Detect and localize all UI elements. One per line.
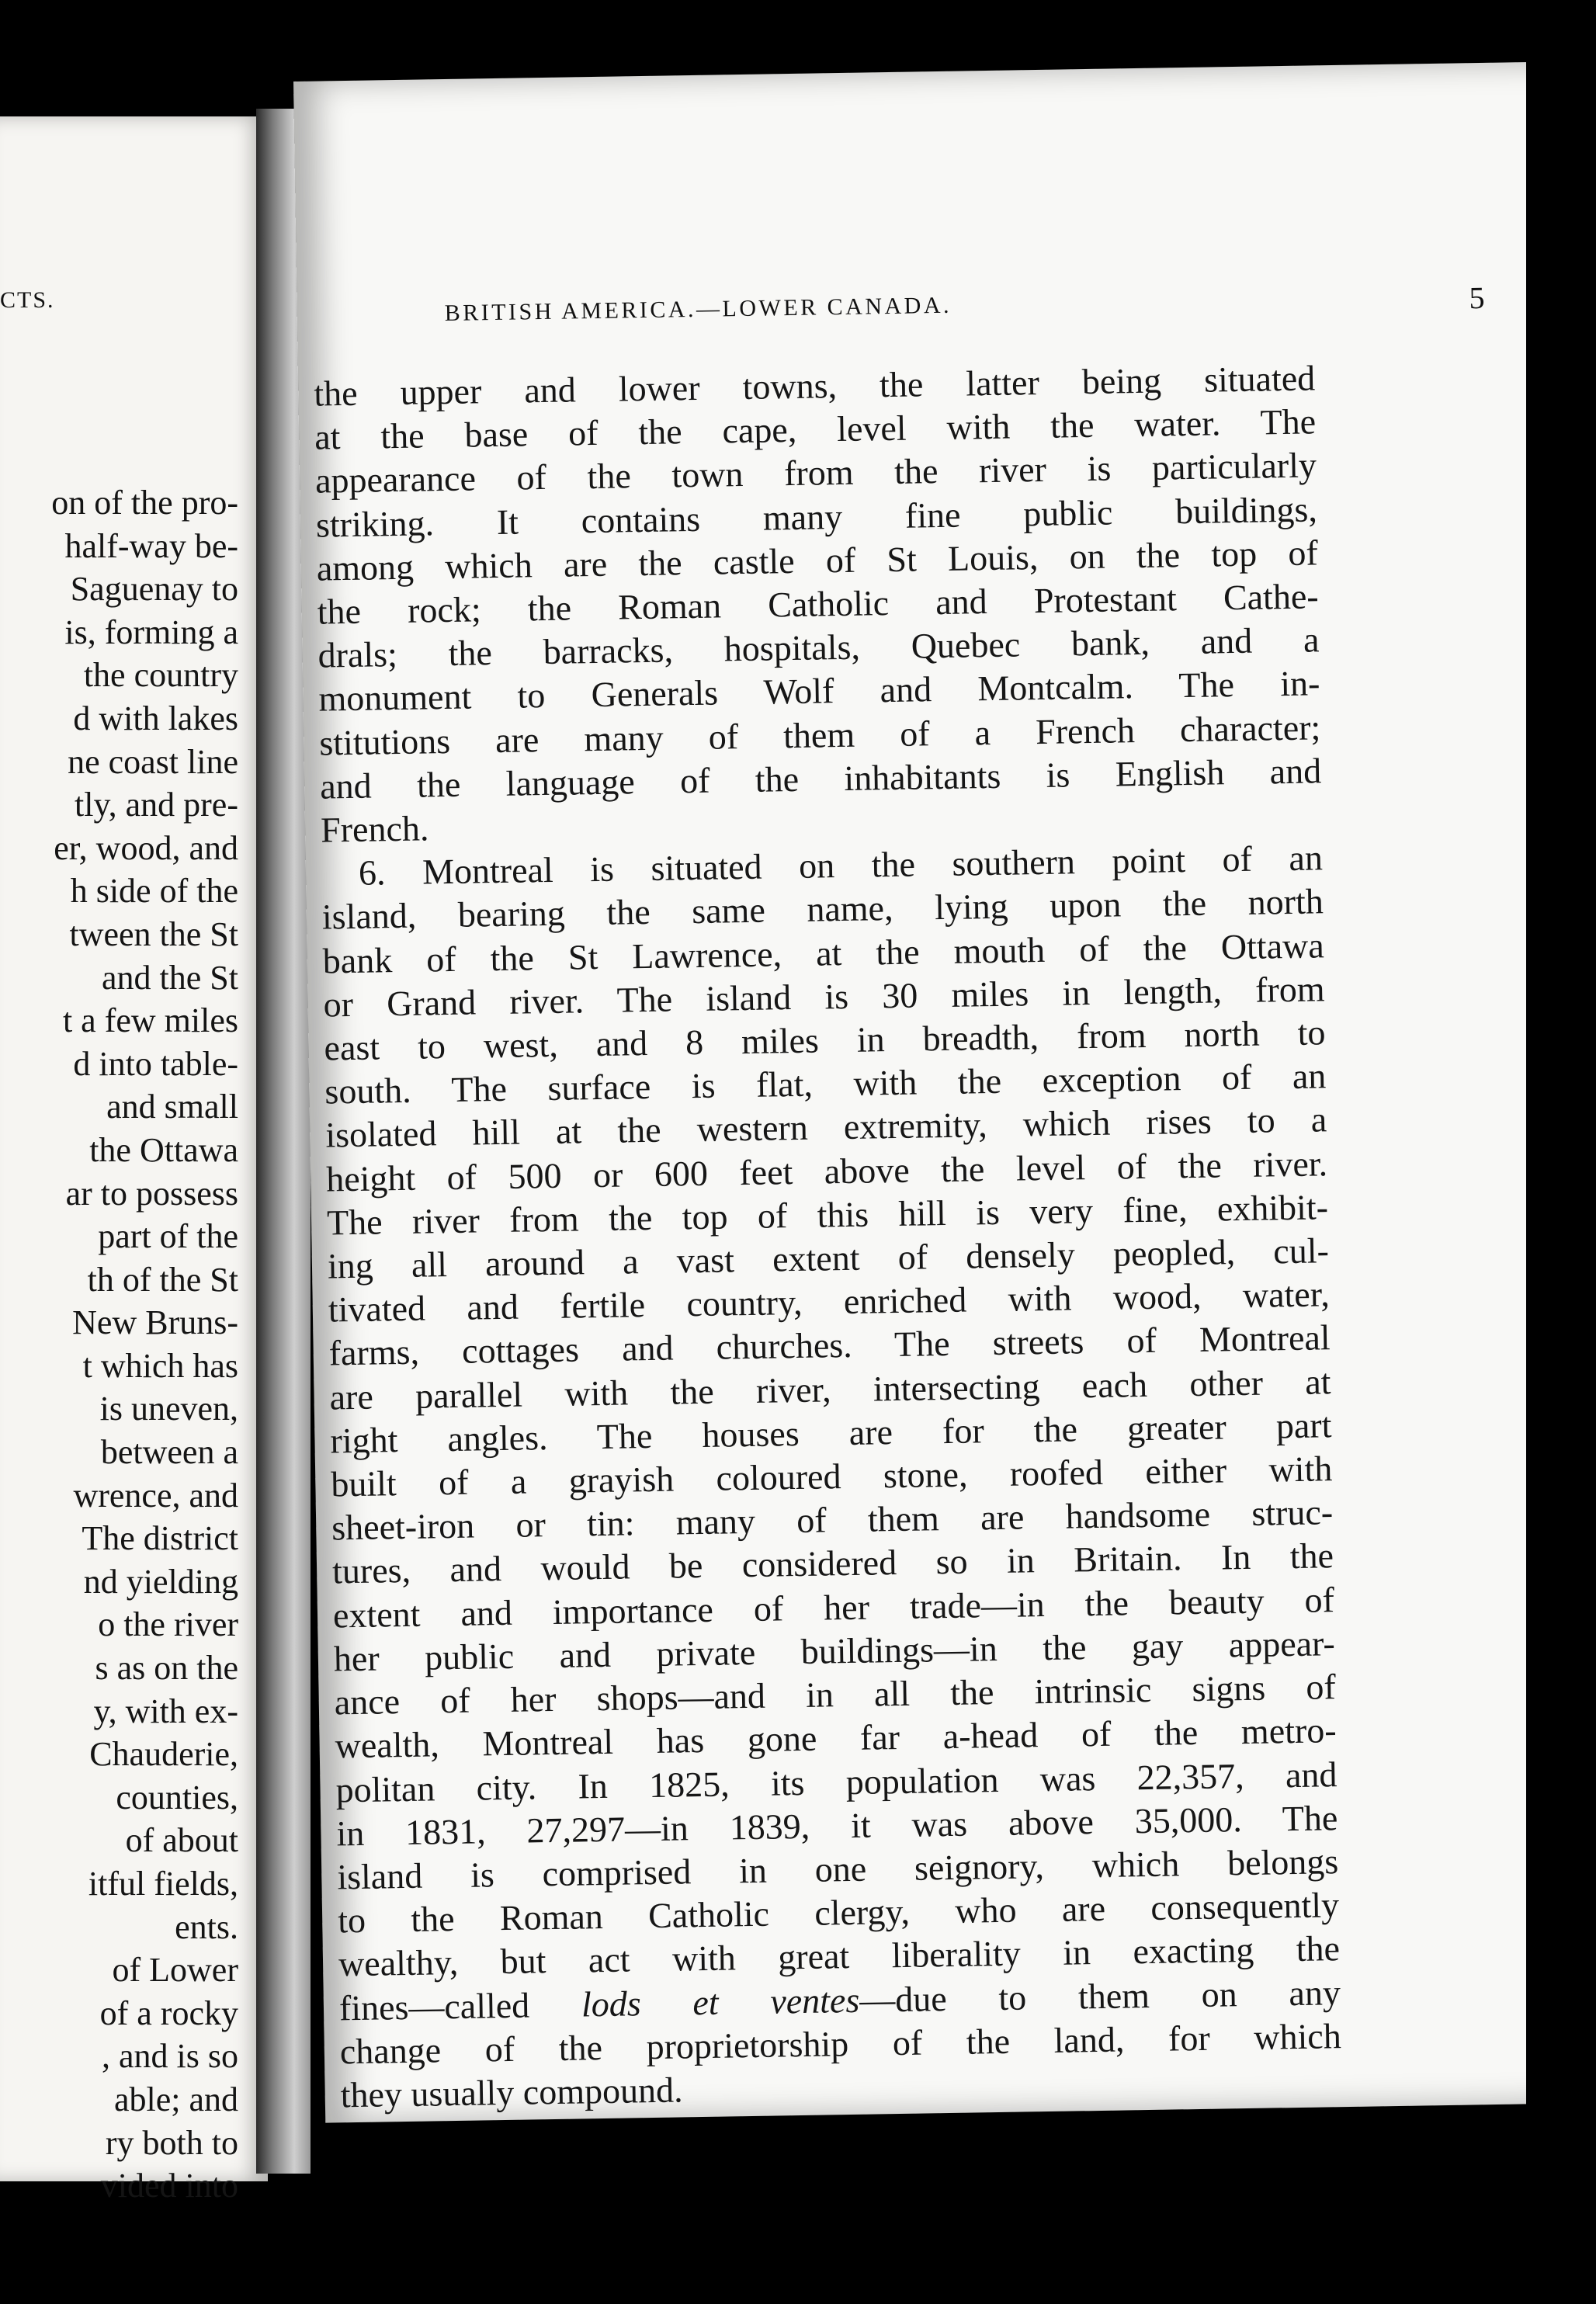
text-line: , and is so [102,2037,238,2076]
running-head: BRITISH AMERICA.—LOWER CANADA. [444,292,952,326]
text-line: politan city. In 1825, its population was 22,357, and [335,1754,1338,1810]
text-line: south. The surface is flat, with the exception of an [324,1056,1327,1112]
text-line: they usually compound. [340,2070,683,2115]
italic-phrase: lods et ventes [581,1980,860,2024]
text-line: tures, and would be considered so in Britain. In the [331,1535,1334,1591]
text-line: ance of her shops—and in all the intrinsic signs of [334,1667,1337,1723]
text-line: monument to Generals Wolf and Montcalm. The in- [318,663,1320,720]
text-line: is, forming a [64,612,238,651]
right-page [293,62,1575,2123]
text-line: t which has [82,1346,238,1385]
text-line: the Ottawa [89,1130,238,1169]
body-text [314,356,1342,2117]
text-line: The river from the top of this hill is very fine, exhibit- [326,1187,1329,1243]
text-line: itful fields, [88,1865,238,1903]
text-line: the rock; the Roman Catholic and Protestant Cathe- [317,576,1319,632]
page-header [444,279,1485,339]
text-line: is uneven, [99,1390,238,1428]
text-line: d with lakes [73,699,238,737]
text-line: drals; the barracks, hospitals, Quebec bank, and a [317,619,1320,675]
text-line: tivated and fertile country, enriched with wood, water, [328,1274,1331,1330]
text-line: ry both to [105,2123,238,2162]
text-line: the country [83,656,238,695]
text-line: of about [125,1821,238,1860]
text-line: Chauderie, [89,1735,238,1774]
left-page [0,116,268,2205]
text-line: right angles. The houses are for the greater part [330,1405,1332,1461]
left-page-text [51,481,238,2208]
text-line: d into table- [73,1044,238,1083]
text-line: stitutions are many of them of a French character; [318,706,1321,763]
paragraph-start-line: 6. Montreal is situated on the southern point of an [358,838,1324,893]
text-line: of a rocky [99,1993,238,2032]
text-line: sheet-iron or tin: many of them are handsome struc- [331,1492,1334,1548]
text-line: among which are the castle of St Louis, on the top of [316,533,1319,588]
text-line: nd yielding [83,1562,238,1601]
text-line: ne coast line [68,742,238,781]
text-line: h side of the [70,872,238,911]
text-line: er, wood, and [54,828,238,867]
page-number: 5 [1469,279,1485,316]
text-line: built of a grayish coloured stone, roofed either with [330,1449,1333,1504]
text-line: the upper and lower towns, the latter being situated [313,358,1316,414]
text-line: tween the St [69,914,238,953]
text-line: New Bruns- [72,1303,238,1342]
text-line: vided into [100,2167,238,2205]
text-line: in 1831, 27,297—in 1839, it was above 35,000. The [336,1797,1338,1854]
text-line: at the base of the cape, level with the water. The [314,401,1317,457]
text-line: or Grand river. The island is 30 miles in length, from [323,969,1325,1025]
text-run: fines—called [338,1983,582,2028]
text-line: island, bearing the same name, lying upon the north [321,881,1324,937]
text-line: wealth, Montreal has gone far a-head of the metro- [335,1710,1337,1766]
text-line: extent and importance of her trade—in the beauty of [332,1579,1335,1636]
text-line: French. [320,808,429,850]
text-line: and the St [102,958,238,997]
text-line: are parallel with the river, intersecting each other at [329,1361,1331,1417]
left-page-running-head: CTS. [0,287,55,313]
text-line: part of the [98,1217,238,1256]
text-run: —due to them on any [859,1972,1341,2020]
text-line: half-way be- [64,526,238,565]
text-line: farms, cottages and churches. The streets of Montreal [328,1317,1331,1373]
text-line: ing all around a vast extent of densely peopled, cul- [327,1230,1330,1286]
text-line: east to west, and 8 miles in breadth, from north to [324,1012,1326,1068]
text-line: between a [100,1433,238,1472]
text-line: o the river [98,1605,238,1644]
text-line: on of the pro- [51,484,238,522]
text-line: y, with ex- [93,1692,238,1730]
text-line: height of 500 or 600 feet above the level of the river. [325,1143,1328,1199]
text-line: striking. It contains many fine public buildings, [315,488,1318,545]
text-line: ar to possess [65,1174,238,1213]
text-line: bank of the St Lawrence, at the mouth of the Ottawa [322,925,1325,981]
text-line: The district [82,1519,238,1558]
text-line: counties, [116,1778,238,1816]
text-line: wealthy, but act with great liberality in exacting the [338,1928,1341,1984]
text-line: to the Roman Catholic clergy, who are consequently [337,1885,1340,1941]
text-line: tly, and pre- [75,786,238,824]
text-line: change of the proprietorship of the land, for which [339,2015,1342,2072]
text-line: isolated hill at the western extremity, which rises to a [324,1099,1327,1155]
text-line: island is comprised in one seignory, which belongs [336,1841,1339,1897]
text-line: s as on the [95,1649,238,1688]
scan-background-edge [1526,0,1596,2304]
text-line: of Lower [112,1951,238,1990]
text-line: and small [106,1088,238,1126]
text-line: ents. [175,1907,238,1946]
text-line: Saguenay to [70,570,238,609]
text-line: able; and [113,2080,238,2118]
text-line: and the language of the inhabitants is English and [319,751,1322,807]
text-line: t a few miles [62,1001,238,1040]
text-line: her public and private buildings—in the gay appear- [333,1623,1336,1679]
text-line: th of the St [87,1260,238,1299]
text-line: appearance of the town from the river is particularly [314,445,1317,501]
text-line: wrence, and [73,1476,238,1515]
